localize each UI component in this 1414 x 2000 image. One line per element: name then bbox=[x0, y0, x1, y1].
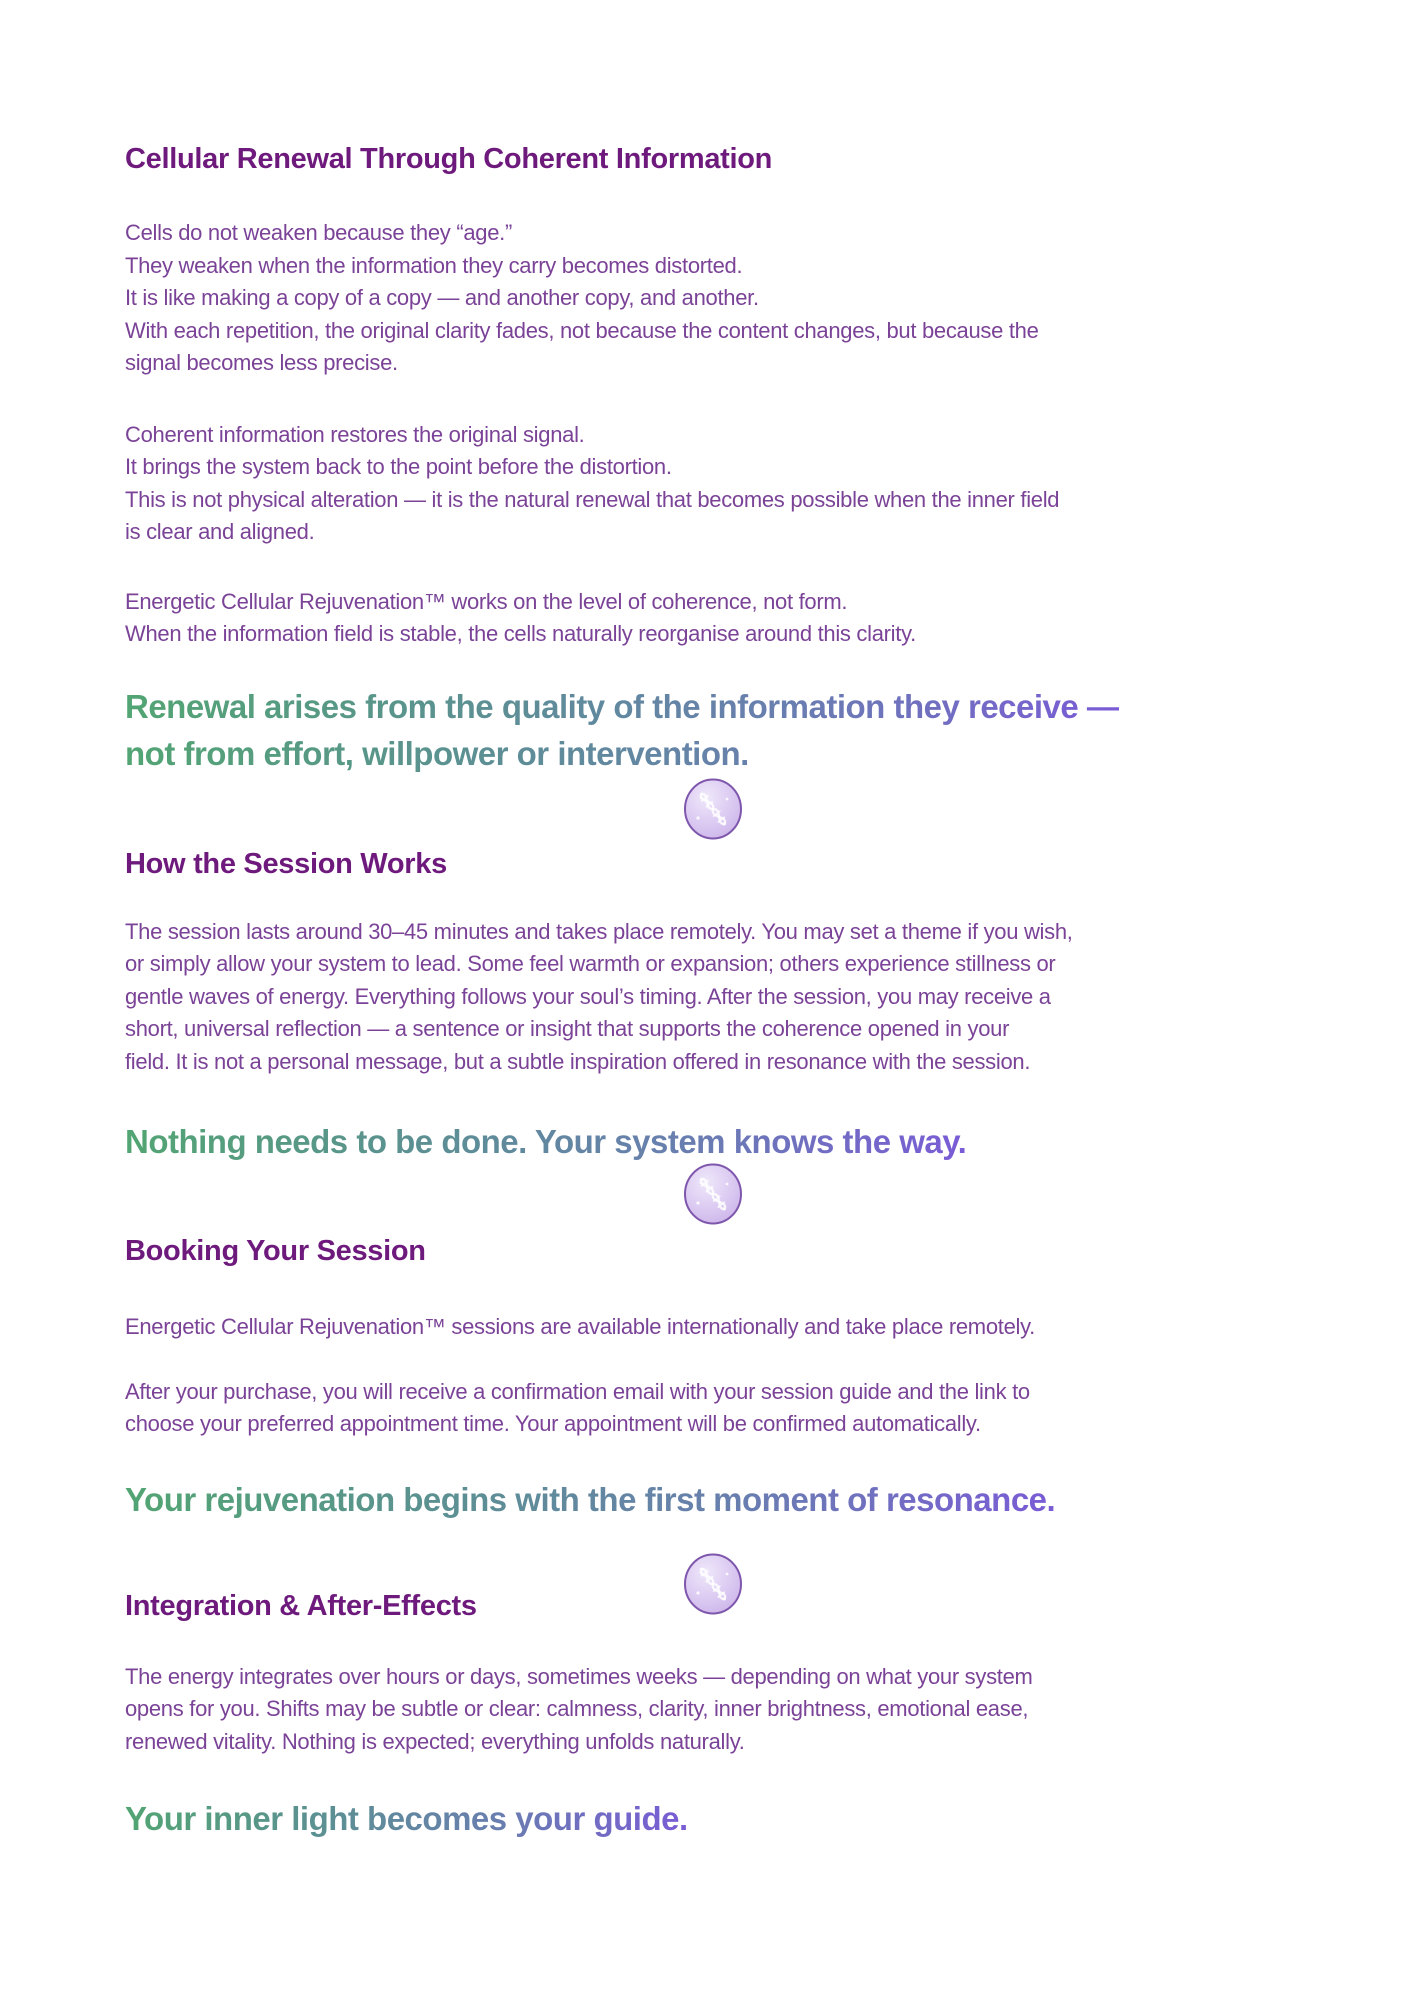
statement-rejuvenation-row bbox=[125, 1476, 1300, 1523]
intro-paragraph-3: Energetic Cellular Rejuvenation™ works on the level of coherence, not form. When the information field is stable, the cells naturally reorganise around this clarity. bbox=[125, 588, 916, 646]
statement-renewal-row bbox=[125, 683, 1300, 777]
divider-icon-row-1 bbox=[125, 778, 1300, 840]
booking-paragraph-1: Energetic Cellular Rejuvenation™ sessions are available internationally and take place remotely. bbox=[125, 1314, 1035, 1339]
section-heading-session: How the Session Works bbox=[125, 847, 447, 880]
statement-nothing: Nothing needs to be done. Your system knows the way. bbox=[125, 1118, 966, 1165]
content-column bbox=[125, 141, 1300, 1842]
section-heading-integration: Integration & After-Effects bbox=[125, 1589, 477, 1622]
statement-rejuvenation: Your rejuvenation begins with the first moment of resonance. bbox=[125, 1476, 1055, 1523]
section-heading-booking: Booking Your Session bbox=[125, 1235, 426, 1267]
intro-paragraph-1: Cells do not weaken because they “age.” They weaken when the information they carry becomes distorted. It is like making a copy of a copy — and another copy, and another. With each repetition, the original clarity fades, not because the content changes, but because the signal becomes less precise. bbox=[125, 220, 1039, 375]
cell-dna-icon bbox=[683, 1553, 743, 1615]
statement-nothing-row bbox=[125, 1118, 1300, 1165]
intro-paragraph-2: Coherent information restores the original signal. It brings the system back to the point before the distortion. This is not physical alteration — it is the natural renewal that becomes possible when the inner field is clear and aligned. bbox=[125, 421, 1060, 544]
cell-dna-icon bbox=[683, 1163, 743, 1225]
cell-dna-icon bbox=[683, 778, 743, 840]
statement-inner-light: Your inner light becomes your guide. bbox=[125, 1795, 688, 1842]
statement-inner-light-row bbox=[125, 1795, 1300, 1842]
statement-renewal: Renewal arises from the quality of the information they receive — not from effort, willpower or intervention. bbox=[125, 683, 1119, 777]
divider-icon-row-2 bbox=[125, 1163, 1300, 1225]
booking-paragraph-2: After your purchase, you will receive a confirmation email with your session guide and the link to choose your preferred appointment time. Your appointment will be confirmed automatically. bbox=[125, 1378, 1030, 1436]
page-title: Cellular Renewal Through Coherent Information bbox=[125, 143, 773, 175]
integration-paragraph: The energy integrates over hours or days, sometimes weeks — depending on what your system opens for you. Shifts may be subtle or clear: calmness, clarity, inner brightness, emotional ease, renewed vitality. Nothing is expected; everything unfolds naturally. bbox=[125, 1663, 1033, 1754]
session-paragraph: The session lasts around 30–45 minutes and takes place remotely. You may set a theme if you wish, or simply allow your system to lead. Some feel warmth or expansion; others experience stillness or gentle waves of energy. Everything follows your soul’s timing. After the session, you may receive a short, universal reflection — a sentence or insight that supports the coherence opened in your field. It is not a personal message, but a subtle inspiration offered in resonance with the session. bbox=[125, 918, 1073, 1074]
